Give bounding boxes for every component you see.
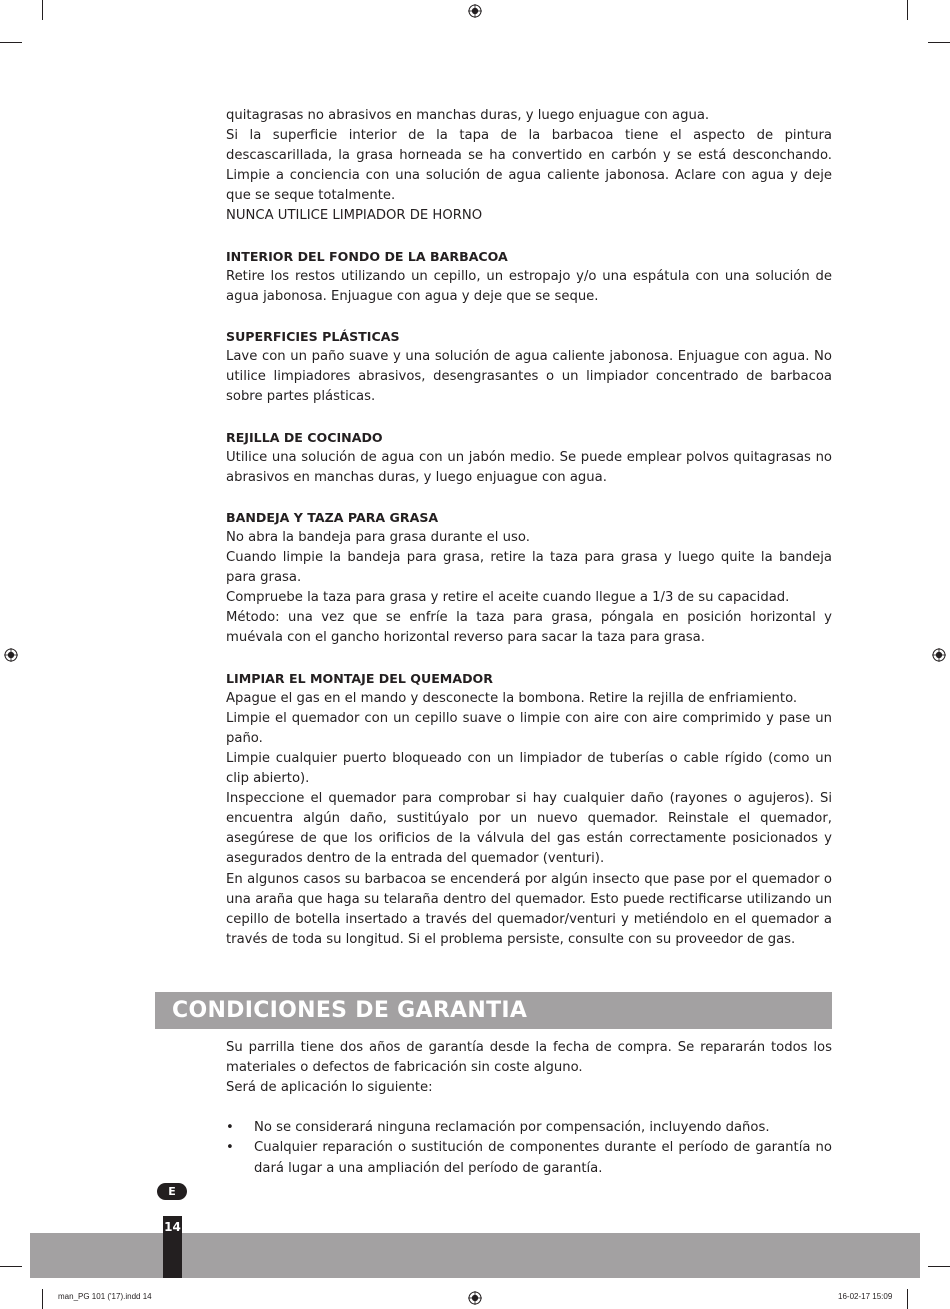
section-paragraph: Utilice una solución de agua con un jabón medio. Se puede emplear polvos quitagrasas no abrasivos en manchas duras, y luego enjuague con agua. — [226, 449, 832, 485]
section-heading: INTERIOR DEL FONDO DE LA BARBACOA — [226, 248, 508, 264]
section-paragraph: Método: una vez que se enfríe la taza para grasa, póngala en posición horizontal y muévala con el gancho horizontal reverso para sacar la taza para grasa. — [226, 610, 832, 646]
crop-mark — [0, 42, 22, 43]
intro-line: quitagrasas no abrasivos en manchas duras, y luego enjuague con agua. — [226, 108, 710, 123]
section-paragraph: Limpie el quemador con un cepillo suave o limpie con aire con aire comprimido y pase un paño. — [226, 710, 832, 746]
registration-mark-icon — [932, 648, 946, 662]
crop-mark — [907, 1289, 908, 1309]
section-heading: BANDEJA Y TAZA PARA GRASA — [226, 509, 439, 525]
section-heading: REJILLA DE COCINADO — [226, 429, 383, 445]
crop-mark — [928, 42, 950, 43]
section-paragraph: Compruebe la taza para grasa y retire el aceite cuando llegue a 1/3 de su capacidad. — [226, 590, 790, 606]
section-heading: LIMPIAR EL MONTAJE DEL QUEMADOR — [226, 670, 493, 686]
registration-mark-icon — [4, 648, 18, 662]
section-paragraph: No abra la bandeja para grasa durante el uso. — [226, 529, 530, 545]
registration-mark-icon — [468, 1291, 482, 1305]
intro-line: Si la superficie interior de la tapa de la barbacoa tiene el aspecto de pintura descascarillada, la grasa horneada se ha convertido en carbón y se está desconchando. Limpie a conciencia con una solución de agua caliente jabonosa. Aclare con agua y deje que se seque totalmente. — [226, 128, 832, 204]
crop-mark — [928, 1266, 950, 1267]
warranty-paragraph: Su parrilla tiene dos años de garantía desde la fecha de compra. Se repararán todos los materiales o defectos de fabricación sin coste alguno. — [226, 1040, 832, 1076]
warranty-section — [226, 1038, 832, 1179]
page-number: 14 — [163, 1216, 182, 1278]
section-paragraph: Inspeccione el quemador para comprobar si hay cualquier daño (rayones o agujeros). Si encuentra algún daño, sustitúyalo por un nuevo quemador. Reinstale el quemador, asegúrese de que los orificios de la válvula del gas están correctamente posicionados y asegurados dentro de la entrada del quemador (venturi). — [226, 791, 832, 867]
section-paragraph: Limpie cualquier puerto bloqueado con un limpiador de tuberías o cable rígido (como un clip abierto). — [226, 751, 832, 787]
warranty-title: CONDICIONES DE GARANTIA — [155, 992, 832, 1029]
section-paragraph: Apague el gas en el mando y desconecte la bombona. Retire la rejilla de enfriamiento. — [226, 690, 798, 706]
section-paragraph: Cuando limpie la bandeja para grasa, retire la taza para grasa y luego quite la bandeja para grasa. — [226, 550, 832, 586]
section-paragraph: En algunos casos su barbacoa se encenderá por algún insecto que pase por el quemador o una araña que haga su telaraña dentro del quemador. Esto puede rectificarse utilizando un cepillo de botella insertado a través del quemador/venturi y metiéndolo en el quemador a través de toda su longitud. Si el problema persiste, consulte con su proveedor de gas. — [226, 871, 832, 947]
list-item: • Cualquier reparación o sustitución de componentes durante el período de garantía no dará lugar a una ampliación del período de garantía. — [226, 1138, 832, 1178]
slug-filename: man_PG 101 ('17).indd 14 — [58, 1292, 152, 1301]
crop-mark — [42, 0, 43, 20]
crop-mark — [42, 1289, 43, 1309]
slug-datetime: 16-02-17 15:09 — [838, 1292, 893, 1301]
section-paragraph: Retire los restos utilizando un cepillo, un estropajo y/o una espátula con una solución de agua jabonosa. Enjuague con agua y deje que se seque. — [226, 268, 832, 304]
registration-mark-icon — [468, 4, 482, 18]
crop-mark — [0, 1266, 22, 1267]
section-paragraph: Lave con un paño suave y una solución de agua caliente jabonosa. Enjuague con agua. No utilice limpiadores abrasivos, desengrasantes o un limpiador concentrado de barbacoa sobre partes plásticas. — [226, 349, 832, 405]
intro-line: NUNCA UTILICE LIMPIADOR DE HORNO — [226, 208, 483, 224]
language-badge: E — [157, 1183, 187, 1200]
cleaning-instructions — [226, 106, 832, 950]
section-heading: SUPERFICIES PLÁSTICAS — [226, 329, 400, 345]
warranty-list — [226, 1118, 832, 1178]
list-item: • No se considerará ninguna reclamación por compensación, incluyendo daños. — [226, 1118, 832, 1138]
crop-mark — [907, 0, 908, 20]
warranty-paragraph: Será de aplicación lo siguiente: — [226, 1080, 433, 1096]
